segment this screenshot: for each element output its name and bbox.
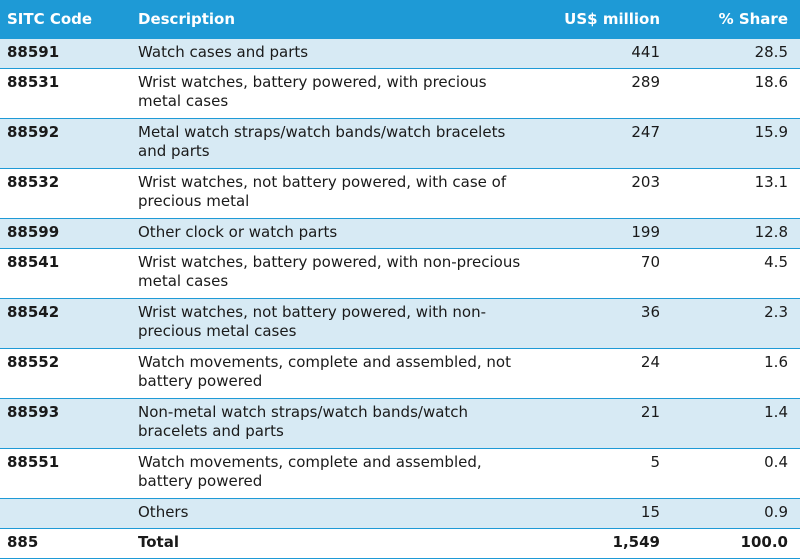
cell-code: 88591: [0, 39, 131, 69]
table-row: [0, 69, 800, 119]
total-share: 100.0: [672, 529, 800, 559]
cell-description: Watch movements, complete and assembled, battery powered: [131, 449, 534, 499]
cell-share: 12.8: [672, 219, 800, 249]
cell-code: 88599: [0, 219, 131, 249]
cell-share: 28.5: [672, 39, 800, 69]
cell-share: 4.5: [672, 249, 800, 299]
table-row: [0, 299, 800, 349]
cell-description: Metal watch straps/watch bands/watch bracelets and parts: [131, 119, 534, 169]
cell-code: 88541: [0, 249, 131, 299]
cell-code: 88551: [0, 449, 131, 499]
cell-description: Wrist watches, not battery powered, with non-precious metal cases: [131, 299, 534, 349]
cell-code: 88532: [0, 169, 131, 219]
cell-share: 13.1: [672, 169, 800, 219]
table-row: [0, 169, 800, 219]
header-value: US$ million: [534, 0, 672, 39]
table-row: [0, 119, 800, 169]
table-row: [0, 399, 800, 449]
table-row: [0, 349, 800, 399]
cell-value: 5: [534, 449, 672, 499]
table-row: [0, 39, 800, 69]
cell-description: Non-metal watch straps/watch bands/watch bracelets and parts: [131, 399, 534, 449]
cell-description: Wrist watches, battery powered, with non-precious metal cases: [131, 249, 534, 299]
total-label: Total: [131, 529, 534, 559]
total-code: 885: [0, 529, 131, 559]
cell-value: 289: [534, 69, 672, 119]
cell-share: 0.9: [672, 499, 800, 529]
cell-value: 441: [534, 39, 672, 69]
cell-value: 15: [534, 499, 672, 529]
cell-code: 88531: [0, 69, 131, 119]
header-share: % Share: [672, 0, 800, 39]
header-description: Description: [131, 0, 534, 39]
cell-code: 88592: [0, 119, 131, 169]
cell-description: Wrist watches, battery powered, with precious metal cases: [131, 69, 534, 119]
cell-value: 24: [534, 349, 672, 399]
cell-description: Wrist watches, not battery powered, with case of precious metal: [131, 169, 534, 219]
cell-share: 1.4: [672, 399, 800, 449]
cell-description: Other clock or watch parts: [131, 219, 534, 249]
cell-share: 2.3: [672, 299, 800, 349]
header-row: [0, 0, 800, 39]
header-sitc-code: SITC Code: [0, 0, 131, 39]
total-value: 1,549: [534, 529, 672, 559]
table-row: [0, 449, 800, 499]
cell-description: Watch cases and parts: [131, 39, 534, 69]
cell-share: 15.9: [672, 119, 800, 169]
cell-code: 88552: [0, 349, 131, 399]
table-row: [0, 499, 800, 529]
cell-value: 203: [534, 169, 672, 219]
cell-code: 88542: [0, 299, 131, 349]
cell-code: [0, 499, 131, 529]
table-row: [0, 249, 800, 299]
table-row: [0, 219, 800, 249]
total-row: [0, 529, 800, 559]
cell-description: Watch movements, complete and assembled, not battery powered: [131, 349, 534, 399]
cell-value: 70: [534, 249, 672, 299]
cell-share: 0.4: [672, 449, 800, 499]
cell-share: 18.6: [672, 69, 800, 119]
cell-value: 21: [534, 399, 672, 449]
cell-value: 199: [534, 219, 672, 249]
cell-value: 36: [534, 299, 672, 349]
cell-value: 247: [534, 119, 672, 169]
cell-share: 1.6: [672, 349, 800, 399]
cell-code: 88593: [0, 399, 131, 449]
cell-description: Others: [131, 499, 534, 529]
